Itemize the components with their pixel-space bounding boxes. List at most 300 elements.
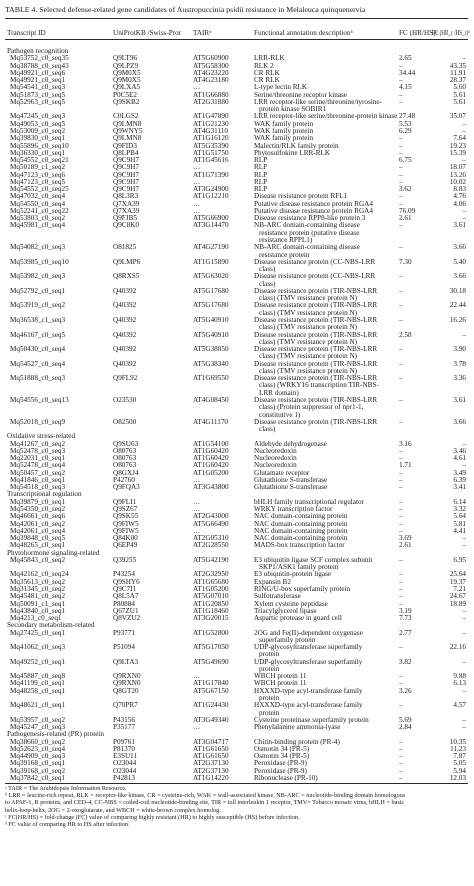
fc-hr-r-hs-r-value: 43.35 [449,61,466,70]
fc-hr-hs-value: – [399,454,403,463]
tair-id: … [193,199,201,208]
annotation-text: Nucleoredoxin [254,454,297,463]
tair-id: AT1G61650 [193,752,229,761]
uniprot-id: Q39255 [113,555,137,564]
annotation-text: Malectin/RLK family protein [254,141,339,150]
uniprot-id: Q9LMP6 [113,257,141,266]
fc-hr-hs-value: – [399,555,403,564]
transcript-id: Mq54082_c0_seq3 [10,243,66,252]
table-bottom-rule [5,783,468,784]
section-heading: Secondary metabolism-related [7,621,95,630]
fc-hr-r-hs-r-value: 5.61 [453,90,466,99]
tair-id: AT1G05200 [193,468,229,477]
fc-hr-r-hs-r-value: 8.83 [453,185,466,194]
fc-hr-hs-value: – [399,643,403,652]
annotation-text: HXXXD-type acyl-transferase family [254,686,363,695]
fc-hr-r-hs-r-value: 24.67 [449,592,466,601]
fc-hr-r-hs-r-value: 18.07 [449,163,466,172]
fc-hr-hs-value: – [399,177,403,186]
tair-id: AT2G28550 [193,541,229,550]
uniprot-id: Q9C9H7 [113,170,139,179]
tair-id: AT3G04717 [193,737,229,746]
transcript-id: Mq52623_c0_seq4 [10,744,66,753]
fc-hr-hs-value: – [399,475,403,484]
uniprot-id: Q6EP49 [113,541,138,550]
tair-id: AT5G38850 [193,345,229,354]
uniprot-id: Q9LPZ9 [113,61,139,70]
tair-id: AT4G31110 [193,126,229,135]
column-header: Transcript ID [7,29,46,37]
fc-hr-r-hs-r-value: 5.40 [453,257,466,266]
fc-hr-hs-value: – [399,774,403,782]
transcript-id: Mq43840_c0_seq1 [10,606,66,615]
fc-hr-hs-value: – [399,759,403,768]
annotation-text: Disease resistance protein RFL1 [254,192,348,201]
tair-id: AT5G17050 [193,643,229,652]
annotation-continuation: superfamily protein [259,635,316,644]
fc-hr-r-hs-r-value: 22.16 [449,643,466,652]
table-caption: TABLE 4. Selected defense-related gene candidates of Austropuccinia psidii resistance in Melaleuca quinquenervia [5,5,366,14]
uniprot-id: Q9SHY6 [113,577,140,586]
tair-id: AT1G15890 [193,257,229,266]
fc-hr-hs-value: – [399,374,403,383]
annotation-continuation: SKP1/ASK1 family protein [259,563,339,572]
uniprot-id: Q8GXJ4 [113,468,139,477]
uniprot-id: P0C5E2 [113,90,137,99]
tair-id: AT5G63020 [193,272,229,281]
uniprot-id: Q9LXA5 [113,83,141,92]
fc-hr-r-hs-r-value: 3.90 [453,345,466,354]
fc-hr-hs-value: 2.61 [399,541,412,550]
annotation-text: LRR receptor-like serine/threonine/tyrosine- [254,97,382,106]
annotation-continuation: class) (TMV resistance protein N) [259,323,358,332]
fc-hr-hs-value: – [399,192,403,201]
uniprot-id: Q9FIW5 [113,519,139,528]
uniprot-id: Q9FLI1 [113,497,137,506]
uniprot-id: Q9C9H7 [113,163,139,172]
fc-hr-hs-value: 27.48 [399,112,416,121]
fc-hr-r-hs-r-value: 4.76 [453,192,466,201]
transcript-id: Mq49921_c0_seq1 [10,76,66,85]
tair-id: AT1G61650 [193,744,229,753]
fc-hr-hs-value: – [399,519,403,528]
annotation-continuation: class) (TMV resistance protein N) [259,352,358,361]
transcript-id: Mq53009_c0_seq2 [10,126,66,135]
tair-id: AT2G31880 [193,97,229,106]
tair-id: AT2G37130 [193,766,229,775]
annotation-text: Putative disease resistance protein RGA4 [254,206,373,215]
section-heading: Transcriptional regulation [7,490,82,499]
footnote: ᶜ FC(HR/HS) = fold-change (FC) value of comparing highly resistant (HR) to highly susceptible (HS) before infection. [5,813,300,821]
fc-hr-hs-value: – [399,170,403,179]
annotation-text: Glutathione S-transferase [254,475,328,484]
uniprot-id: Q9WNY5 [113,126,143,135]
annotation-text: E3 ubiquitin ligase SCF complex subunit [254,555,373,564]
fc-hr-hs-value: – [399,315,403,324]
annotation-text: Osmotin 34 (PR-5) [254,744,310,753]
uniprot-id: Q40392 [113,359,137,368]
uniprot-id: Q9FJB5 [113,214,137,223]
annotation-text: Glutamate receptor [254,468,310,477]
fc-hr-r-hs-r-value: 28.37 [449,76,466,85]
transcript-id: Mq52478_c0_seq3 [10,446,66,455]
fc-hr-r-hs-r-value: 6.95 [453,555,466,564]
tair-id: … [193,723,201,732]
annotation-text: NAC domain-containing protein [254,534,348,543]
fc-hr-r-hs-r-value: 7.87 [453,752,466,761]
annotation-continuation: resistance protein (putative disease [259,228,360,237]
table-header-rule [5,39,468,40]
transcript-id: Mq45247_c0_seq3 [10,723,66,732]
fc-hr-hs-value: 7.30 [399,257,412,266]
fc-hr-r-hs-r-value: 5.94 [453,766,466,775]
transcript-id: Mq45981_c0_seq4 [10,221,66,230]
uniprot-id: Q40392 [113,301,137,310]
uniprot-id: Q9FQA3 [113,483,140,492]
tair-id: … [193,83,201,92]
fc-hr-hs-value: – [399,148,403,157]
transcript-id: Mq42061_c0_seq4 [10,526,66,535]
fc-hr-r-hs-r-value: – [462,439,466,448]
fc-hr-hs-value: – [399,243,403,252]
tair-id: AT2G37130 [193,759,229,768]
annotation-continuation: protein [259,708,280,717]
tair-id: AT1G66880 [193,90,229,99]
annotation-text: WBCH protein 11 [254,672,307,681]
transcript-id: Mq54550_c0_seq4 [10,199,66,208]
annotation-text: Triacylglycerol lipase [254,606,317,615]
transcript-id: Mq22031_c0_seq1 [10,454,66,463]
annotation-text: LRR-RLK [254,54,285,63]
uniprot-id: Q70PR7 [113,701,138,710]
tair-id: AT5G60900 [193,54,229,63]
annotation-text: Osmotin 34 (PR-5) [254,752,310,761]
fc-hr-r-hs-r-value: 4.41 [453,526,466,535]
tair-id: AT5G07010 [193,592,229,601]
transcript-id: Mq27425_c0_seq1 [10,628,66,637]
annotation-text: Phytosulfokine LRR-RLK [254,148,331,157]
transcript-id: Mq46661_c0_seq6 [10,512,66,521]
annotation-text: Aspartic protease in guard cell [254,614,342,623]
transcript-id: Mq39879_c0_seq1 [10,497,66,506]
annotation-continuation: class) (TMV resistance protein N) [259,366,358,375]
fc-hr-hs-value: – [399,679,403,688]
footnote: to APAF-1, R proteins, and CED-4, CC-NBS = coiled-coil nucleotide-binding site, TIR = toll interleukin 1 receptor, TMV= Tobacco mosaic virus, bHLH = basic [5,799,405,807]
uniprot-id: Q9LMN8 [113,119,142,128]
tair-id: AT1G51750 [193,148,229,157]
section-heading: Pathogenesis-related (PR) protein [7,730,105,739]
annotation-text: Nucleoredoxin [254,461,297,470]
column-header: Functional annotation descriptionᵇ [254,29,353,37]
uniprot-id: Q9LTA3 [113,657,139,666]
fc-hr-hs-value: 2.77 [399,628,412,637]
transcript-id: Mq39830_c0_seq1 [10,134,66,143]
annotation-text: Disease resistance protein (TIR-NBS-LRR [254,395,378,404]
transcript-id: Mq49921_c0_seq6 [10,68,66,77]
transcript-id: Mq45843_c0_seq2 [10,555,66,564]
tair-id: AT1G52800 [193,628,229,637]
fc-hr-r-hs-r-value: 3.66 [453,272,466,281]
transcript-id: Mq47032_c0_seq4 [10,192,66,201]
tair-id: AT1G16120 [193,134,229,143]
fc-hr-r-hs-r-value: 7.21 [453,584,466,593]
footnote: ᵈ FC value of comparing HR to HS after infection. [5,820,130,828]
tair-id: … [193,497,201,506]
uniprot-id: Q8RXS5 [113,272,140,281]
tair-id: AT1G69550 [193,374,229,383]
tair-id: AT5G35390 [193,141,229,150]
annotation-text: 2OG and Fe(II)-dependent oxygenase [254,628,363,637]
tair-id: … [193,163,201,172]
annotation-continuation: resistance protein [259,250,310,259]
transcript-id: Mq53982_c0_seq3 [10,272,66,281]
transcript-id: Mq54527_c0_seq4 [10,359,66,368]
tair-id: AT1G24430 [193,701,229,710]
uniprot-id: C0LGS2 [113,112,139,121]
annotation-text: Cysteine proteinase superfamily protein [254,715,369,724]
transcript-id: Mq54552_c0_seq25 [10,185,69,194]
fc-hr-r-hs-r-value: 3.36 [453,374,466,383]
tair-id: AT1G20850 [193,599,229,608]
tair-id: AT5G58300 [193,61,229,70]
transcript-id: Mq52963_c0_seq5 [10,97,66,106]
uniprot-id: Q8LPB4 [113,148,139,157]
annotation-continuation: class) (TMV resistance protein N) [259,308,358,317]
fc-hr-r-hs-r-value: – [462,330,466,339]
fc-hr-hs-value: – [399,526,403,535]
uniprot-id: Q40392 [113,315,137,324]
column-header: FC (HR/HS)ᶜ [399,29,438,37]
fc-hr-hs-value: – [399,744,403,753]
tair-id: AT2G05310 [193,534,229,543]
tair-id: AT4G23180 [193,76,229,85]
fc-hr-r-hs-r-value: 3.61 [453,221,466,230]
fc-hr-r-hs-r-value: – [462,628,466,637]
fc-hr-hs-value: – [399,497,403,506]
transcript-id: Mq39168_c0_seq2 [10,766,66,775]
fc-hr-hs-value: 34.44 [399,68,416,77]
fc-hr-r-hs-r-value: 18.89 [449,599,466,608]
tair-id: AT1G17840 [193,679,229,688]
annotation-text: WBCH protein 11 [254,679,307,688]
uniprot-id: Q9SZ67 [113,505,138,513]
annotation-text: Disease resistance protein (TIR-NBS-LRR [254,359,378,368]
fc-hr-r-hs-r-value: 3.32 [453,505,466,513]
annotation-text: Disease resistance protein (CC-NBS-LRR [254,257,376,266]
tair-id: AT3G20015 [193,614,229,623]
transcript-id: Mq50091_c1_seq1 [10,599,66,608]
fc-hr-hs-value: – [399,141,403,150]
transcript-id: Mq53957_c0_seq2 [10,715,66,724]
uniprot-id: Q9FID3 [113,141,137,150]
uniprot-id: P80884 [113,599,135,608]
fc-hr-r-hs-r-value: 5.61 [453,97,466,106]
annotation-text: RLP [254,163,268,172]
transcript-id: Mq48621_c0_seq1 [10,701,66,710]
transcript-id: Mq53985_c0_seq10 [10,257,69,266]
tair-id: AT3G24900 [193,185,229,194]
annotation-text: Chitin-binding protein (PR-4) [254,737,340,746]
transcript-id: Mq53919_c0_seq2 [10,301,66,310]
fc-hr-hs-value: – [399,468,403,477]
fc-hr-r-hs-r-value: 5.05 [453,759,466,768]
tair-id: AT5G66490 [193,519,229,528]
transcript-id: Mq54518_c0_seq3 [10,483,66,492]
tair-id: AT1G18460 [193,606,229,615]
fc-hr-hs-value: – [399,505,403,513]
fc-hr-r-hs-r-value: – [462,723,466,732]
fc-hr-r-hs-r-value: 5.64 [453,512,466,521]
uniprot-id: Q9M0X5 [113,76,141,85]
fc-hr-hs-value: 2.84 [399,723,412,732]
tair-id: AT4G23220 [193,68,229,77]
fc-hr-r-hs-r-value: – [462,541,466,550]
fc-hr-r-hs-r-value: 7.64 [453,134,466,143]
annotation-text: Disease resistance protein (TIR-NBS-LRR [254,374,378,383]
transcript-id: Mq42162_c0_seq24 [10,570,69,579]
fc-hr-hs-value: – [399,584,403,593]
fc-hr-r-hs-r-value: 30.18 [449,286,466,295]
tair-id: AT1G54100 [193,439,229,448]
annotation-text: Expansin B2 [254,577,291,586]
tair-id: AT5G38340 [193,359,229,368]
fc-hr-r-hs-r-value: 11.91 [450,68,466,77]
annotation-text: RLP [254,170,268,179]
uniprot-id: Q9FL92 [113,374,138,383]
uniprot-id: Q8GT20 [113,686,139,695]
tair-id: AT1G71390 [193,170,229,179]
annotation-text: Serine/threonine receptor kinase [254,90,347,99]
uniprot-id: P42813 [113,774,135,782]
tair-id: AT5G66900 [193,214,229,223]
uniprot-id: O23044 [113,766,137,775]
uniprot-id: O23044 [113,759,137,768]
uniprot-id: Q8VZU2 [113,614,141,623]
annotation-continuation: class) [259,279,276,288]
fc-hr-r-hs-r-value: 3.46 [453,446,466,455]
fc-hr-hs-value: 2.65 [399,54,412,63]
uniprot-id: P35177 [113,723,135,732]
transcript-id: Mq55896_c0_seq10 [10,141,69,150]
transcript-id: Mq41267_c0_seq2 [10,439,66,448]
uniprot-id: Q8L5A7 [113,592,139,601]
uniprot-id: P51094 [113,643,135,652]
annotation-text: Aldehyde dehydrogenase [254,439,327,448]
fc-hr-hs-value: – [399,395,403,404]
tair-id: AT1G12210 [193,192,229,201]
transcript-id: Mq48265_c0_seq1 [10,541,66,550]
fc-hr-r-hs-r-value: 22.44 [449,301,466,310]
transcript-id: Mq39848_c0_seq5 [10,534,66,543]
column-header: UniProtKB /Swiss-Prot [113,29,181,37]
transcript-id: Mq51888_c0_seq3 [10,374,66,383]
tair-id: AT3G43800 [193,483,229,492]
fc-hr-hs-value: – [399,134,403,143]
tair-id: AT1G60420 [193,446,229,455]
annotation-text: RING/U-box superfamily protein [254,584,351,593]
fc-hr-r-hs-r-value: – [462,606,466,615]
fc-hr-r-hs-r-value: – [462,126,466,135]
fc-hr-hs-value: – [399,766,403,775]
fc-hr-hs-value: – [399,512,403,521]
uniprot-id: O80763 [113,454,137,463]
fc-hr-r-hs-r-value: 5.60 [453,83,466,92]
fc-hr-hs-value: – [399,599,403,608]
uniprot-id: Q40392 [113,286,137,295]
fc-hr-hs-value: – [399,199,403,208]
uniprot-id: O82500 [113,417,137,426]
table-top-rule [5,18,468,19]
tair-id: AT4G27190 [193,243,229,252]
uniprot-id: Q9FIW5 [113,526,139,535]
annotation-text: WAK family protein [254,134,314,143]
annotation-text: Peroxidase (PR-9) [254,759,307,768]
transcript-id: Mq52241_c0_seq22 [10,206,69,215]
fc-hr-hs-value: 3.19 [399,606,412,615]
annotation-text: Sulfotransferase [254,592,301,601]
annotation-text: RLK 2 [254,61,274,70]
fc-hr-hs-value: 4.15 [399,83,412,92]
fc-hr-hs-value: – [399,446,403,455]
fc-hr-hs-value: 76.09 [399,206,416,215]
footnote: ᵇ LRR = leucine-rich repeat, RLK = receptor-like kinase, CR = cysteine-rich, WAK = wall-associated kinase, NB-ARC = nucleotide-binding domain homologous [5,792,406,800]
annotation-continuation: protein [259,694,280,703]
annotation-text: Xylem cysteine peptidase [254,599,328,608]
transcript-id: Mq4213_c0_seq1 [10,614,62,623]
fc-hr-r-hs-r-value: 3.66 [453,243,466,252]
annotation-continuation: protein [259,650,280,659]
section-heading: Oxidative stress-related [7,432,76,441]
annotation-text: Putative disease resistance protein RGA4 [254,199,373,208]
fc-hr-r-hs-r-value: 16.26 [449,315,466,324]
uniprot-id: Q9LT96 [113,54,138,63]
fc-hr-r-hs-r-value: 10.02 [449,177,466,186]
transcript-id: Mq31345_c0_seq2 [10,584,66,593]
uniprot-id: Q9RXN0 [113,679,141,688]
fc-hr-hs-value: 6.29 [399,126,412,135]
tair-id: AT3G49340 [193,715,229,724]
transcript-id: Mq39168_c0_seq1 [10,759,66,768]
transcript-id: Mq42061_c0_seq2 [10,519,66,528]
uniprot-id: Q84K00 [113,534,138,543]
annotation-text: L-type lectin RLK [254,83,308,92]
fc-hr-r-hs-r-value: 19.23 [449,141,466,150]
annotation-text: NAC domain-containing protein [254,526,348,535]
tair-id: … [193,177,201,186]
annotation-text: bHLH family transcriptional regulator [254,497,364,506]
tair-id: AT5G40910 [193,330,229,339]
tair-id: AT1G45616 [193,156,229,165]
annotation-text: Disease resistance protein (TIR-NBS-LRR [254,345,378,354]
fc-hr-r-hs-r-value: 3.41 [453,483,466,492]
transcript-id: Mq37842_c0_seq1 [10,774,66,782]
fc-hr-hs-value: 5.53 [399,119,412,128]
fc-hr-hs-value: – [399,163,403,172]
tair-id: AT1G21230 [193,119,229,128]
fc-hr-hs-value: – [399,272,403,281]
fc-hr-r-hs-r-value: – [462,54,466,63]
uniprot-id: P43254 [113,570,135,579]
annotation-continuation: protein kinase SOBIR1 [259,105,327,114]
transcript-id: Mq41846_c0_seq1 [10,475,66,484]
uniprot-id: Q9LMN8 [113,134,142,143]
tair-id: AT5G17680 [193,301,229,310]
uniprot-id: Q9RXN0 [113,672,141,681]
fc-hr-hs-value: – [399,286,403,295]
transcript-id: Mq50430_c0_seq4 [10,345,66,354]
tair-id: AT4G11170 [193,417,229,426]
transcript-id: Mq41199_c0_seq1 [10,679,65,688]
